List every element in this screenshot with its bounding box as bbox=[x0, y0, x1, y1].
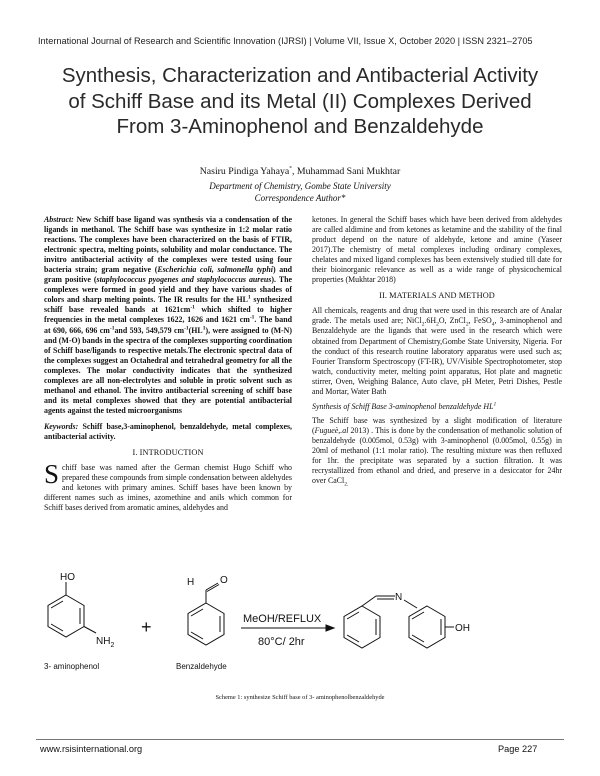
condition-top: MeOH/REFLUX bbox=[243, 613, 322, 625]
page-number: Page 227 bbox=[498, 744, 538, 754]
label-h: H bbox=[187, 577, 195, 588]
intro-text: chiff base was named after the German chemist Hugo Schiff who prepared these compounds from simple condensation between aldehydes and ketones with primary amines. Schiff bases have been known by different names such as imines, azomethine and anils which common for Schiff bases derived from aromatic amines, aldehydes and bbox=[44, 463, 292, 513]
right-paragraph-1: ketones. In general the Schiff bases which have been derived from aldehydes are called aldimine and from ketones as ketamine and the stability of the final product depend on the nature of aldehyde, ketone and amine (Yaseer 2017).The chemistry of metal complexes including ordinary complexes, chelates and mixed ligand complexes has been extensively studied till date for their bioinorganic relevance as well as a wide range of physicochemical properties (Mukhtar 2018) bbox=[312, 215, 562, 285]
keywords bbox=[44, 422, 292, 442]
superscript: -1 bbox=[190, 304, 195, 311]
abstract-text: (HL bbox=[188, 325, 203, 335]
abstract-text: ), were assigned to (M-N) and (M-O) bands in the spectra of the complexes supporting coordination of Schiff base/ligands to respective metals.The electronic spectral data of the complexes suggest an Octahedral and tetrahedral geometry for all the complexes. The molar conductivity indicates that the synthesized complexes are all non-electrolytes and soluble in protic solvent such as methanol and ethanol. The invitro antibacterial screening of schiff base and its metal complexes showed that they are potential antibacterial agents against the tested microorganisms bbox=[44, 325, 292, 415]
dropcap: S bbox=[44, 459, 60, 490]
materials-text: , 3-aminophenol and Benzaldehyde are the ligands that were used in the research which were obtained from Department of Chemistry,Gombe State University, Nigeria. For the conduct of this research routine laboratory apparatus were used such as; Fourier Transform Spectroscopy (FT-IR), UV/Visible Spectrophotometer, stop watch, conductivity meter, melting point apparatus, Hot plate and magnetic stirrer, Oven, Weighing Balance, Auto clave, pH Meter, Petri Dishes, Pestle and Mortar, Water Bath bbox=[312, 316, 562, 396]
abstract-organism: Escherichia coli, salmonella typhi bbox=[157, 265, 273, 275]
title-line-2: of Schiff Base and its Metal (II) Complexes Derived bbox=[68, 89, 532, 113]
journal-header: International Journal of Research and Scientific Innovation (IJRSI) | Volume VII, Issue X, October 2020 | ISSN 2321–2705 bbox=[38, 36, 533, 46]
aminophenol-structure bbox=[48, 582, 96, 637]
subscript: 2 bbox=[421, 322, 425, 328]
superscript: 1 bbox=[247, 294, 251, 301]
bond bbox=[404, 600, 417, 608]
left-column bbox=[44, 215, 292, 513]
double-bond bbox=[412, 612, 424, 619]
keywords-text: Schiff base,3-aminophenol, benzaldehyde, metal complexes, antibacterial activity. bbox=[44, 421, 292, 441]
double-bond bbox=[51, 601, 63, 608]
benzaldehyde-structure bbox=[188, 583, 224, 645]
superscript: 1 bbox=[493, 401, 497, 408]
abstract-text: synthesized schiff base revealed bands at 1621cm bbox=[44, 295, 292, 315]
abstract-label: Abstract: bbox=[44, 215, 74, 224]
superscript: -1 bbox=[109, 324, 115, 331]
abstract-text: . The band at 690, 666, 696 cm bbox=[44, 315, 292, 335]
synthesis-text: 2013) . This is done by the condensation of methanolic solution of benzaldehyde (0.005mol, 0.53g) with 3-aminophenol (0.005mol, 0.55g) in 20ml of methanol (1:1 molar ratio). The resulting mixture was then refluxed for 1hr. the precipitate was separated by a suction filtration. It was recrystallized from ethanol and dried, and preserve in a desiccator for 24hr over CaCl bbox=[312, 425, 562, 486]
paper-title bbox=[20, 63, 580, 140]
intro-paragraph bbox=[44, 459, 292, 513]
citation: Fugueè,.al bbox=[314, 425, 349, 435]
affiliation: Department of Chemistry, Gombe State University bbox=[209, 181, 391, 191]
footer-website[interactable]: www.rsisinternational.org bbox=[40, 744, 143, 754]
subscript: 2. bbox=[344, 481, 349, 488]
author-2: Muhammad Sani Mukhtar bbox=[296, 166, 401, 177]
label-o: O bbox=[220, 575, 228, 586]
footer-divider bbox=[36, 739, 564, 740]
benzene-ring bbox=[188, 603, 224, 645]
bond bbox=[362, 596, 376, 606]
subheading-text: Synthesis of Schiff Base 3-aminophenol benzaldehyde HL bbox=[312, 401, 494, 411]
label-nh2: $NH_2$ bbox=[96, 636, 115, 649]
right-column bbox=[312, 215, 562, 486]
abstract-text: which shifted to higher frequencies in the metal complexes 1622, 1626 and 1621 cm bbox=[44, 305, 292, 325]
arrow-head bbox=[326, 625, 334, 631]
double-bond bbox=[191, 632, 203, 639]
author-separator: , bbox=[291, 166, 297, 177]
benzene-ring bbox=[344, 606, 380, 648]
double-bond bbox=[347, 612, 359, 619]
condition-bottom: 80°C/ 2hr bbox=[258, 636, 305, 648]
intro-heading: I. INTRODUCTION bbox=[132, 448, 204, 458]
correspondence-note: Correspondence Author* bbox=[254, 193, 346, 203]
abstract-text: ) and gram positive ( bbox=[44, 265, 292, 285]
superscript: -1 bbox=[249, 314, 255, 321]
name-aminophenol: 3- aminophenol bbox=[44, 662, 100, 671]
materials-heading: II. MATERIALS AND METHOD bbox=[379, 291, 495, 301]
double-bond bbox=[51, 624, 63, 631]
reaction-scheme bbox=[36, 570, 576, 685]
double-bond bbox=[412, 635, 424, 642]
schiff-base-product bbox=[344, 596, 454, 648]
materials-paragraph bbox=[312, 306, 562, 396]
benzene-ring bbox=[409, 606, 445, 648]
materials-text: , FeSO bbox=[468, 316, 492, 326]
author-1: Nasiru Pindiga Yahaya bbox=[199, 166, 290, 177]
synthesis-subheading bbox=[312, 402, 562, 412]
double-bond bbox=[347, 635, 359, 642]
superscript: -1 bbox=[184, 324, 189, 331]
subscript: 2 bbox=[465, 322, 469, 328]
bond bbox=[84, 627, 96, 634]
synthesis-text: The Schiff base was synthesized by a slight modification of literature ( bbox=[312, 415, 562, 435]
affiliation-block bbox=[100, 180, 500, 204]
title-line-1: Synthesis, Characterization and Antibacterial Activity bbox=[61, 64, 539, 87]
scheme-caption: Scheme 1: synthesize Schiff base of 3- aminophenolbenzaldehyde bbox=[215, 694, 385, 701]
label-oh: OH bbox=[455, 623, 470, 634]
plus-sign: + bbox=[141, 617, 152, 637]
abstract-organism: staphylococcus pyogenes and staphylococcus aureus bbox=[96, 275, 272, 285]
authors bbox=[100, 166, 500, 177]
abstract bbox=[44, 215, 292, 416]
keywords-label: Keywords: bbox=[44, 421, 79, 431]
subscript: 2 bbox=[436, 322, 439, 328]
abstract-text: and 593, 549,579 cm bbox=[114, 325, 185, 335]
subscript: 4 bbox=[491, 322, 495, 328]
materials-text: All chemicals, reagents and drug that were used in this research are of Analar grade. The metals used are; NiCl bbox=[312, 306, 562, 326]
abstract-text: New Schiff base ligand was synthesis via a condensation of the ligands in methanol. The Schiff base was synthesize in 1:2 molar ratio reactions. The complexes have been characterized on the basis of FTIR, electronic spectra, melting points, solubility and molar conductance. The invitro antibacterial activity of the complexes were tested using four bacteria strain; gram negative ( bbox=[44, 215, 292, 275]
abstract-text: ). The complexes were formed in good yield and they have various shades of colors and sharp melting points. The IR results for the HL bbox=[44, 275, 292, 305]
title-line-3: From 3-Aminophenol and Benzaldehyde bbox=[116, 115, 484, 138]
materials-text: .6H bbox=[424, 316, 437, 326]
materials-text: O, ZnCl bbox=[438, 316, 466, 326]
corresponding-mark: * bbox=[289, 165, 292, 172]
name-benzaldehyde: Benzaldehyde bbox=[176, 662, 227, 671]
synthesis-paragraph bbox=[312, 416, 562, 486]
double-bond bbox=[191, 609, 203, 616]
label-n: N bbox=[395, 592, 403, 603]
benzene-ring bbox=[48, 595, 84, 637]
superscript: 1 bbox=[202, 324, 206, 331]
label-ho: HO bbox=[60, 572, 75, 583]
